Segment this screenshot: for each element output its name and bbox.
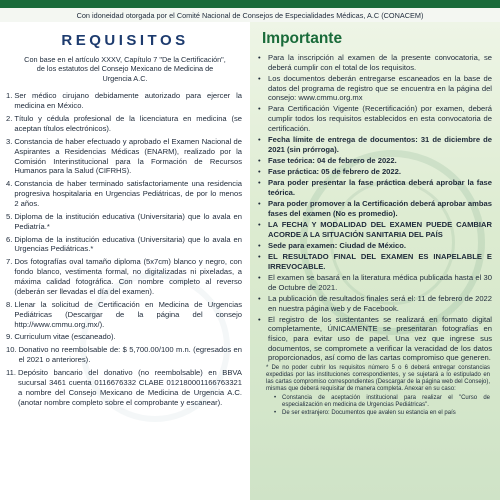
requisito-number: 3. — [6, 136, 13, 146]
importante-text: Los documentos deberán entregarse escaneados en la base de datos del programa de registro que se encuentra en la página del consejo: www.cmmu.org.mx — [268, 73, 492, 103]
footnote-subitem-text: Constancia de aceptación institucional para realizar el "Curso de especialización en medicina de Urgencias Pediátricas". — [282, 394, 490, 409]
requisito-number: 8. — [6, 299, 13, 309]
importante-item — [258, 199, 492, 218]
bullet-icon: • — [258, 73, 261, 83]
bullet-icon: • — [258, 252, 261, 262]
footnote-subitem-text: De ser extranjero: Documentos que avalen su estancia en el país — [282, 410, 456, 417]
accreditation-subtitle: Con idoneidad otorgada por el Comité Nacional de Consejos de Especialidades Médicas, A.C (CONACEM) — [76, 11, 424, 20]
requisito-number: 2. — [6, 114, 13, 124]
requisito-item — [6, 137, 242, 176]
requisito-number: 11. — [6, 367, 16, 377]
footnote-subitem — [274, 410, 490, 417]
importante-text: Sede para examen: Ciudad de México. — [268, 240, 407, 250]
importante-text: La publicación de resultados finales será el: 11 de febrero de 2022 en nuestra página web y de Facebook. — [268, 293, 492, 313]
importante-text: El registro de los sustentantes se realizará en formato digital completamente, ÚNICAMENTE se presentaran fotografías en físico, para evitar uso de papel. Una vez que ingrese sus documentos, se compromete a verificar la veracidad de los datos proporcionados, así como de las cartas compromiso que generen. — [268, 314, 492, 363]
importante-text: Fase práctica: 05 de febrero de 2022. — [268, 167, 401, 177]
bullet-icon: • — [258, 155, 261, 165]
importante-item — [258, 53, 492, 72]
importante-panel — [250, 22, 500, 500]
requisito-text: Diploma de la institución educativa (Universitaria) que lo avala en Pediatría.* — [14, 211, 242, 231]
requisito-number: 1. — [6, 91, 13, 101]
requisito-number: 6. — [6, 234, 13, 244]
importante-item — [258, 178, 492, 197]
importante-item — [258, 273, 492, 292]
bullet-icon: • — [274, 394, 277, 401]
requisito-item — [6, 91, 242, 111]
importante-text: Fecha límite de entrega de documentos: 31 de diciembre de 2021 (sin prórroga). — [268, 134, 492, 154]
importante-item — [258, 156, 492, 166]
bullet-icon: • — [258, 220, 261, 229]
importante-text: EL RESULTADO FINAL DEL EXAMEN ES INAPELABLE E IRREVOCABLE. — [268, 252, 492, 271]
requisito-number: 7. — [6, 257, 13, 267]
footnote-subitem — [274, 395, 490, 410]
bullet-icon: • — [258, 178, 261, 188]
requisito-number: 5. — [6, 211, 13, 221]
importante-text: LA FECHA Y MODALIDAD DEL EXAMEN PUEDE CAMBIAR ACORDE A LA SITUACIÓN SANITARIA DEL PAÍS — [268, 220, 492, 239]
importante-item — [258, 104, 492, 133]
bullet-icon: • — [258, 134, 261, 144]
importante-text: Para poder promover a la Certificación deberá aprobar ambas fases del examen (No es promedio). — [268, 199, 492, 218]
bullet-icon: • — [258, 53, 261, 62]
requisito-text: Depósito bancario del donativo (no reembolsable) en BBVA sucursal 3461 cuenta 0116676332 CLABE 012180001166763321 a nombre del Consejo Mexicano de Medicina de Urgencia A.C. (anotar nombre completo sobre el comprobante y escanear). — [18, 367, 242, 407]
requisitos-title: REQUISITOS — [61, 32, 189, 49]
watermark-seal — [80, 272, 230, 422]
requisito-item — [6, 179, 242, 209]
requisito-text: Título y cédula profesional de la licenciatura en medicina (se aceptan títulos electrónicos). — [14, 114, 242, 134]
importante-item — [258, 241, 492, 251]
requisito-text: Llenar la solicitud de Certificación en Medicina de Urgencias Pediátricas (Descargar de la página del consejo http://www.cmmu.org.mx/). — [14, 299, 242, 329]
importante-item — [258, 135, 492, 154]
top-banner-bar — [0, 0, 500, 8]
importante-text: El examen se basará en la literatura médica publicada hasta el 30 de Octubre de 2021. — [268, 272, 492, 292]
requisito-item — [6, 114, 242, 134]
bullet-icon: • — [258, 240, 261, 250]
requisito-text: Diploma de la institución educativa (Universitaria) que lo avala en Urgencias Pediátricas.* — [14, 234, 242, 254]
importante-item — [258, 167, 492, 177]
requisito-text: Constancia de haber terminado satisfactoriamente una residencia progresiva hospitalaria en Urgencias Pediátricas, de por lo menos 2 años. — [14, 179, 242, 209]
bullet-icon: • — [258, 199, 261, 209]
footnote — [266, 365, 490, 418]
bullet-icon: • — [258, 293, 261, 303]
bullet-icon: • — [258, 167, 261, 177]
importante-list — [250, 53, 500, 363]
bullet-icon: • — [258, 314, 261, 324]
requisitos-intro: Con base en el artículo XXXV, Capítulo 7 "De la Certificación", de los estatutos del Consejo Mexicano de Medicina de Urgencia A.C. — [24, 55, 226, 83]
requisito-text: Curriculum vitae (escaneado). — [14, 332, 116, 342]
importante-item — [258, 74, 492, 103]
bullet-icon: • — [258, 104, 261, 114]
requisito-text: Constancia de haber efectuado y aprobado el Examen Nacional de Aspirantes a Residencias Médicas (ENARM), realizado por la Comisión Interinstitucional para la Formación de Recursos Humanos para la Salud (CIFRHS). — [14, 136, 242, 176]
importante-text: Para poder presentar la fase práctica deberá aprobar la fase teórica. — [268, 178, 492, 197]
importante-item — [258, 220, 492, 239]
requisitos-panel — [0, 22, 250, 500]
importante-item — [258, 294, 492, 313]
requisito-number: 10. — [6, 345, 17, 355]
bullet-icon: • — [274, 410, 277, 417]
bullet-icon: • — [258, 272, 261, 282]
requisito-text: Dos fotografías oval tamaño diploma (5x7cm) blanco y negro, con fondo blanco, vestimenta formal, no digitalizadas ni pixeladas, a máxima calidad fotográfica. Con nombre completo al reverso (deberán ser llevadas el día del examen). — [14, 257, 242, 296]
requisito-number: 4. — [6, 179, 13, 189]
requisito-text: Ser médico cirujano debidamente autorizado para ejercer la medicina en México. — [14, 91, 242, 111]
footnote-text: * De no poder cubrir los requisitos número 5 o 6 deberá entregar constancias expedidas por las instituciones correspondientes, y se sujetará a lo estipulado en las cartas compromiso correspondientes (Descargar de la página web del Consejo), mismas que deberá requisitar de manera completa. Anexar en su caso: — [266, 364, 490, 393]
importante-title: Importante — [262, 30, 343, 47]
importante-item — [258, 315, 492, 363]
requisito-text: Donativo no reembolsable de: $ 5,700.00/100 m.n. (egresados en el 2021 o anteriores). — [18, 345, 242, 365]
importante-text: Fase teórica: 04 de febrero de 2022. — [268, 155, 397, 165]
importante-item — [258, 252, 492, 271]
importante-text: Para la inscripción al examen de la presente convocatoria, se deberá cumplir con el total de los requisitos. — [268, 53, 492, 72]
requisito-item — [6, 212, 242, 232]
requisito-number: 9. — [6, 332, 13, 342]
importante-text: Para Certificación Vigente (Recertificación) por examen, deberá cumplir todos los requisitos establecidos en esta convocatoria de certificación. — [268, 104, 492, 133]
requisito-item — [6, 235, 242, 255]
